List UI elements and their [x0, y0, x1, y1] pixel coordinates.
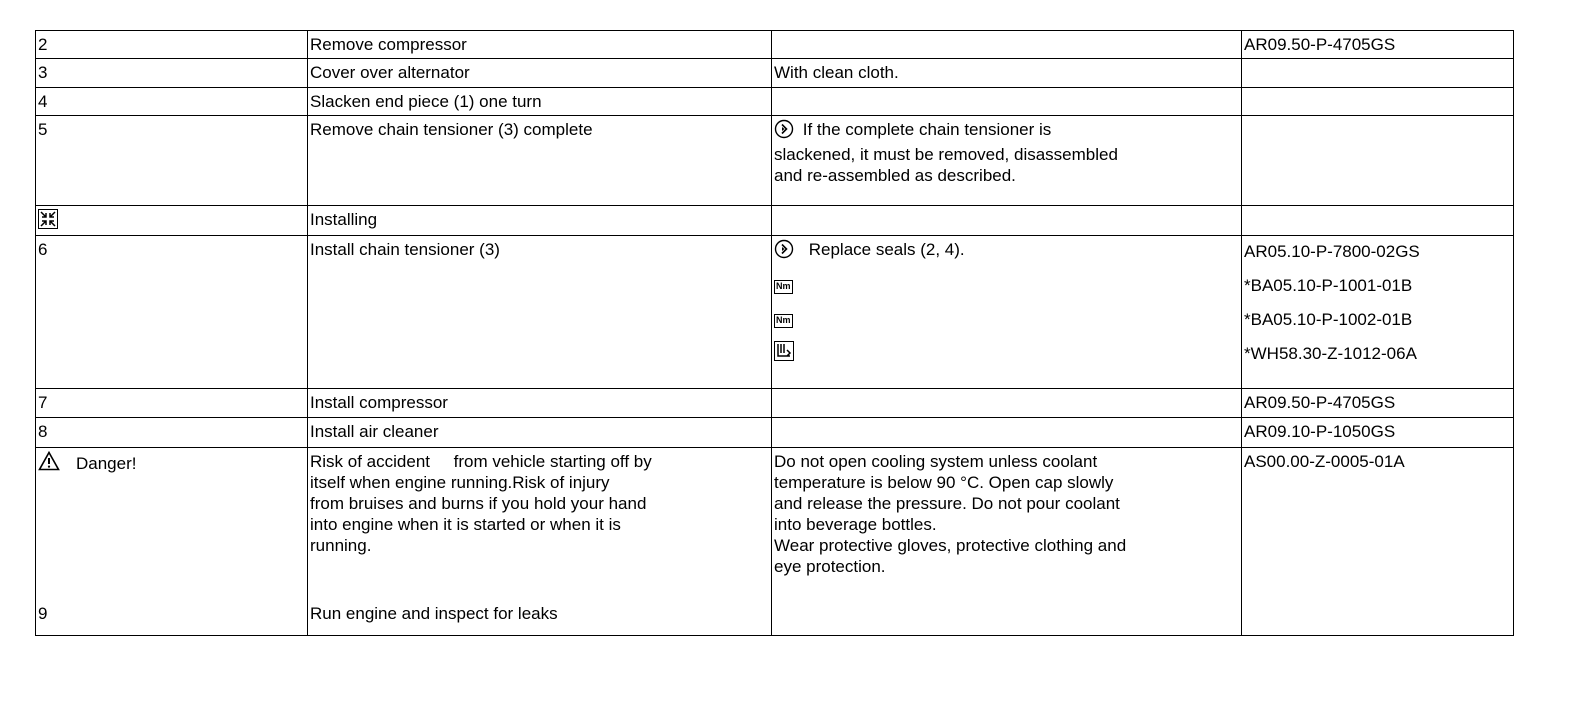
installing-icon — [38, 209, 58, 234]
torque-nm-icon: Nm — [774, 314, 793, 328]
step-note — [772, 418, 1242, 448]
step-action: Installing — [308, 206, 772, 236]
table-row — [36, 418, 1514, 448]
step-note — [772, 206, 1242, 236]
step-action: Install air cleaner — [308, 418, 772, 448]
step-action — [308, 448, 772, 636]
table-row — [36, 206, 1514, 236]
reference-link[interactable]: *BA05.10-P-1001-01B — [1244, 276, 1413, 295]
repair-steps-table — [35, 30, 1514, 636]
table-row — [36, 31, 1514, 59]
torque-nm-icon: Nm — [774, 280, 793, 294]
step-note — [772, 448, 1242, 636]
step-action: Remove chain tensioner (3) complete — [308, 116, 772, 206]
step-number: 3 — [36, 59, 308, 88]
table-row — [36, 389, 1514, 418]
step-number: 6 — [36, 236, 308, 389]
step-reference[interactable]: AR09.10-P-1050GS — [1242, 418, 1514, 448]
note-text-line: eye protection. — [774, 557, 886, 576]
note-text-line: Wear protective gloves, protective clothing and — [774, 536, 1127, 555]
step-note — [772, 116, 1242, 206]
step-number: 9 — [38, 604, 48, 623]
step-action: Remove compressor — [308, 31, 772, 59]
step-reference[interactable]: AR09.50-P-4705GS — [1242, 31, 1514, 59]
note-icon — [774, 239, 794, 264]
danger-warning-icon — [38, 451, 60, 476]
table-row — [36, 59, 1514, 88]
step-action: Install chain tensioner (3) — [308, 236, 772, 389]
note-text-line: If the complete chain tensioner is — [802, 120, 1052, 139]
danger-text-line: into engine when it is started or when it is — [310, 515, 621, 534]
danger-text-line: Risk of accident from vehicle starting off by — [310, 452, 652, 471]
note-text-line: Do not open cooling system unless coolant — [774, 452, 1098, 471]
table-row — [36, 448, 1514, 636]
reference-link[interactable]: AR05.10-P-7800-02GS — [1244, 242, 1420, 261]
note-text-line: and re-assembled as described. — [774, 166, 1016, 185]
table-row — [36, 116, 1514, 206]
step-note — [772, 236, 1242, 389]
danger-text-line: running. — [310, 536, 372, 555]
step-reference[interactable]: AR09.50-P-4705GS — [1242, 389, 1514, 418]
step-number: 4 — [36, 88, 308, 116]
step-note: With clean cloth. — [772, 59, 1242, 88]
step-number: 5 — [36, 116, 308, 206]
step-note — [772, 88, 1242, 116]
step-note — [772, 31, 1242, 59]
operating-fluid-icon — [774, 341, 794, 366]
danger-text-line: itself when engine running.Risk of injury — [310, 473, 610, 492]
step-number — [36, 448, 308, 636]
step-note — [772, 389, 1242, 418]
note-text-line: into beverage bottles. — [774, 515, 937, 534]
step-number: 7 — [36, 389, 308, 418]
table-row — [36, 236, 1514, 389]
step-reference — [1242, 236, 1514, 389]
danger-text-line: from bruises and burns if you hold your hand — [310, 494, 647, 513]
step-reference — [1242, 59, 1514, 88]
step-number: 8 — [36, 418, 308, 448]
step-reference — [1242, 206, 1514, 236]
step-reference — [1242, 116, 1514, 206]
step-number: 2 — [36, 31, 308, 59]
step-action: Install compressor — [308, 389, 772, 418]
step-number — [36, 206, 308, 236]
note-text-line: slackened, it must be removed, disassembled — [774, 145, 1118, 164]
step-action: Cover over alternator — [308, 59, 772, 88]
note-icon — [774, 119, 794, 144]
note-text: Replace seals (2, 4). — [808, 240, 965, 259]
step-action: Run engine and inspect for leaks — [310, 604, 558, 623]
note-text-line: and release the pressure. Do not pour coolant — [774, 494, 1120, 513]
note-text-line: temperature is below 90 °C. Open cap slowly — [774, 473, 1114, 492]
reference-link[interactable]: *BA05.10-P-1002-01B — [1244, 310, 1413, 329]
reference-link[interactable]: *WH58.30-Z-1012-06A — [1244, 344, 1417, 363]
step-reference — [1242, 88, 1514, 116]
table-row — [36, 88, 1514, 116]
step-action: Slacken end piece (1) one turn — [308, 88, 772, 116]
step-reference[interactable]: AS00.00-Z-0005-01A — [1242, 448, 1514, 636]
danger-label: Danger! — [76, 454, 137, 473]
